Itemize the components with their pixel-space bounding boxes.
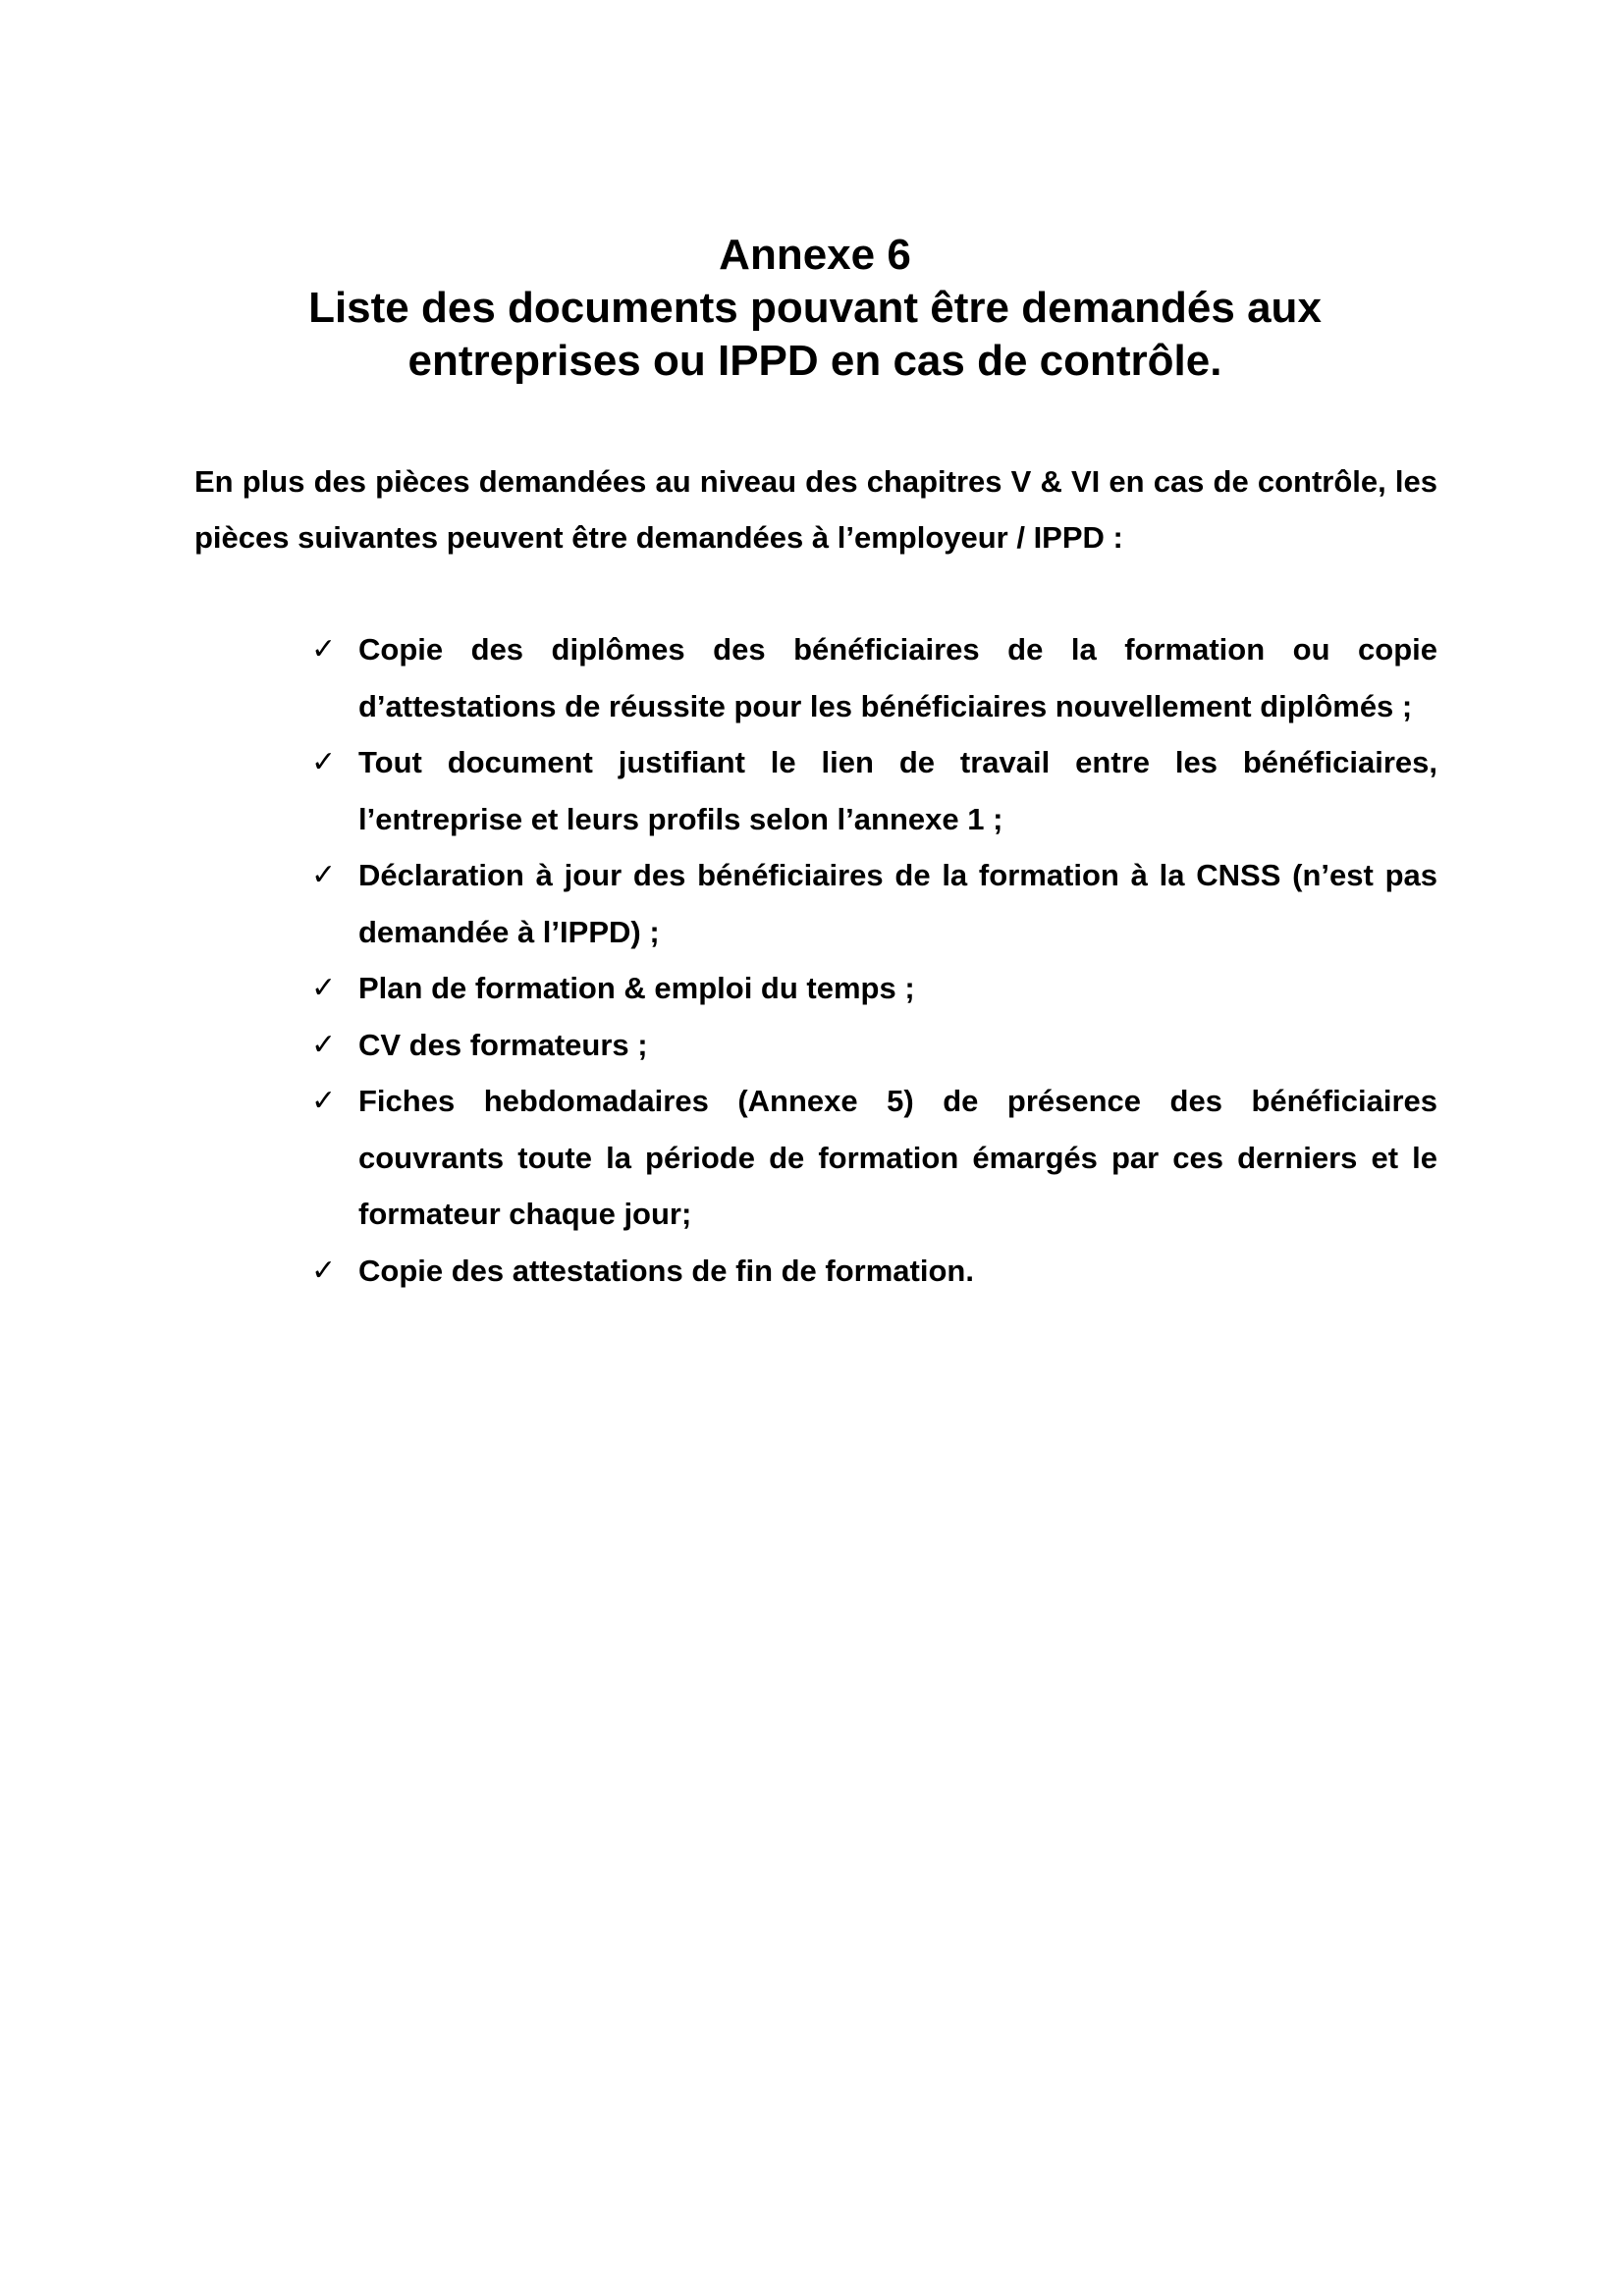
list-item [309,734,1437,847]
list-item-text: CV des formateurs ; [358,1027,648,1062]
check-icon: ✓ [311,632,337,667]
list-item-text: Tout document justifiant le lien de travail entre les bénéficiaires, l’entreprise et leurs profils selon l’annexe 1 ; [358,745,1437,836]
list-item-text: Copie des attestations de fin de formation. [358,1253,974,1288]
title-line-1: Liste des documents pouvant être demandés aux [308,284,1322,332]
list-item [309,1243,1437,1300]
check-icon: ✓ [311,745,337,779]
list-item-text: Fiches hebdomadaires (Annexe 5) de présence des bénéficiaires couvrants toute la période de formation émargés par ces derniers et le formateur chaque jour; [358,1084,1437,1231]
title-line-2: entreprises ou IPPD en cas de contrôle. [407,337,1222,385]
list-item-text: Plan de formation & emploi du temps ; [358,971,915,1005]
title-line-annex: Annexe 6 [719,231,911,279]
list-item [309,1073,1437,1243]
list-item [309,847,1437,960]
required-documents-list [309,621,1437,1299]
list-item-text: Déclaration à jour des bénéficiaires de la formation à la CNSS (n’est pas demandée à l’IPPD) ; [358,858,1437,949]
check-icon: ✓ [311,1027,337,1062]
check-icon: ✓ [311,1253,337,1288]
page-title [245,229,1384,388]
list-item-text: Copie des diplômes des bénéficiaires de la formation ou copie d’attestations de réussite pour les bénéficiaires nouvellement diplômés ; [358,632,1437,723]
list-item [309,621,1437,734]
list-item [309,960,1437,1017]
check-icon: ✓ [311,1084,337,1118]
list-item [309,1017,1437,1074]
check-icon: ✓ [311,971,337,1005]
check-icon: ✓ [311,858,337,892]
intro-paragraph: En plus des pièces demandées au niveau des chapitres V & VI en cas de contrôle, les pièces suivantes peuvent être demandées à l’employeur / IPPD : [194,464,1437,555]
